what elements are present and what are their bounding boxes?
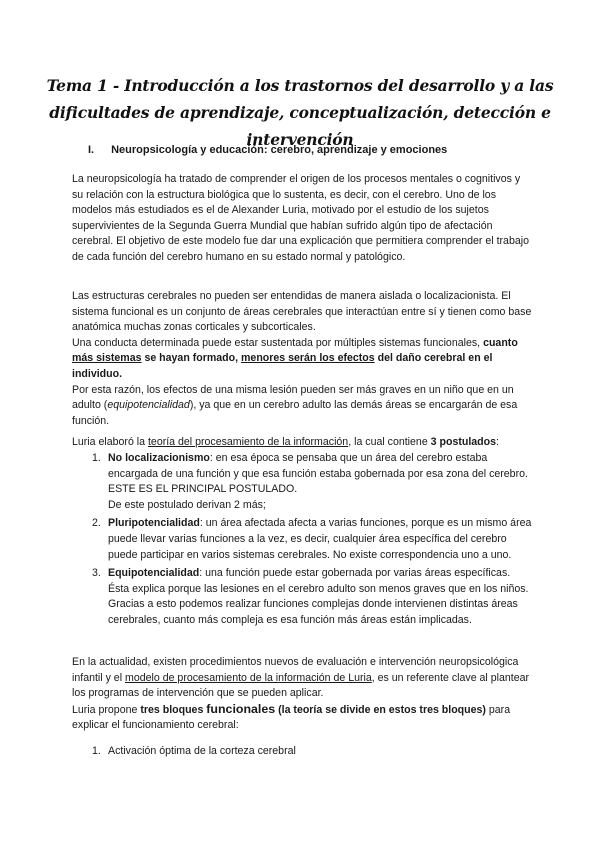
paragraph-text <box>72 655 532 702</box>
blocks-list <box>72 744 532 763</box>
bold-underlined-text: más sistemas <box>72 352 142 365</box>
text-span: : <box>496 436 499 448</box>
bold-large-text: funcionales <box>206 701 276 716</box>
text-span: para explicar el funcionamiento cerebral: <box>72 703 511 732</box>
bold-text: 3 postulados <box>430 436 497 448</box>
paragraph-text <box>72 435 532 451</box>
paragraph-luria-intro <box>72 172 532 266</box>
bold-text: cuanto <box>483 336 518 349</box>
postulate-note: De este postulado derivan 2 más; <box>108 498 266 511</box>
list-number: 1. <box>92 745 101 757</box>
paragraph-text <box>72 336 532 383</box>
postulate-text: : en esa época se pensaba que un área del cerebro estaba encargada de una función y que esa función estaba gobernada por esa zona del cerebro. ESTE ES EL PRINCIPAL POSTULADO. <box>108 452 528 496</box>
paragraph-text <box>72 702 532 734</box>
text-span: Una conducta determinada puede estar sustentada por múltiples sistemas funcionales, <box>72 336 481 349</box>
text-span: , la cual contiene <box>348 436 428 448</box>
list-number: 1. <box>92 452 101 464</box>
paragraph-postulates-intro <box>72 435 532 451</box>
block-text: Activación óptima de la corteza cerebral <box>108 745 296 757</box>
text-span: , es un referente clave al plantear los programas de intervención que se pueden aplicar. <box>72 671 530 700</box>
text-span: Por esta razón, los efectos de una misma lesión pueden ser más graves en un niño que en un adulto ( <box>72 383 514 412</box>
paragraph-text <box>72 383 532 430</box>
postulate-term: Equipotencialidad <box>108 567 200 580</box>
paragraph-current-model <box>72 655 532 734</box>
text-span: En la actualidad, existen procedimientos nuevos de evaluación e intervención neuropsicológica infantil y el <box>72 656 519 684</box>
list-item <box>72 566 532 628</box>
underlined-text: modelo de procesamiento de la información de Luria <box>125 671 372 684</box>
list-item <box>72 451 532 513</box>
postulate-text: : una función puede estar gobernada por varias áreas específicas. Ésta explica porque las lesiones en el cerebro adulto son menos graves que en los niños. Gracias a esto podemos realizar funciones complejas donde intervienen distintas áreas cerebrales, cuanto más compleja es esa función más áreas están implicadas. <box>108 567 529 626</box>
section-heading <box>88 144 447 156</box>
list-item <box>72 516 532 563</box>
text-span: Luria elaboró la <box>72 436 146 448</box>
bold-text: del daño cerebral en el individuo. <box>72 352 493 380</box>
postulate-term: No localizacionismo <box>108 452 210 464</box>
section-heading-text: Neuropsicología y educación: cerebro, aprendizaje y emociones <box>111 144 448 156</box>
list-number: 3. <box>92 567 101 580</box>
bold-underlined-text: menores serán los efectos <box>241 352 375 365</box>
paragraph-functional-systems <box>72 289 532 429</box>
list-item <box>72 744 532 760</box>
text-span: Luria propone <box>72 703 138 716</box>
postulate-text: : un área afectada afecta a varias funciones, porque es un mismo área puede llevar varias funciones a la vez, es decir, cualquier área específica del cerebro puede participar en varios sistemas cerebrales. No existe correspondencia uno a uno. <box>108 517 532 561</box>
italic-text: equipotencialidad <box>107 399 190 412</box>
text-span: ), ya que en un cerebro adulto las demás áreas se encargarán de esa función. <box>72 399 518 427</box>
bold-text: se hayan formado, <box>144 352 239 365</box>
paragraph-text: Las estructuras cerebrales no pueden ser entendidas de manera aislada o localizacionista. El sistema funcional es un conjunto de áreas cerebrales que interactúan entre sí y tienen como base anatómica muchas zonas corticales y subcorticales. <box>72 290 532 334</box>
bold-text: tres bloques <box>140 703 204 716</box>
section-number: I. <box>88 144 95 156</box>
page-title: Tema 1 - Introducción a los trastornos del desarrollo y a las dificultades de aprendizaje, conceptualización, detección e intervención <box>46 76 554 149</box>
paragraph-text: La neuropsicología ha tratado de comprender el origen de los procesos mentales o cognitivos y su relación con la estructura biológica que lo sustenta, es decir, con el cerebro. Uno de los modelos más estudiados es el de Alexander Luria, motivado por el estudio de los sujetos supervivientes de la Segunda Guerra Mundial que habían sufrido algún tipo de afectación cerebral. El objetivo de este modelo fue dar una explicación que permitiera comprender el trabajo de cada función del cerebro humano en su estado normal y patológico. <box>72 173 529 263</box>
postulates-list <box>72 451 532 632</box>
list-number: 2. <box>92 517 101 530</box>
bold-text: (la teoría se divide en estos tres bloques) <box>278 703 486 716</box>
postulate-term: Pluripotencialidad <box>108 517 200 530</box>
underlined-text: teoría del procesamiento de la información <box>147 436 349 448</box>
